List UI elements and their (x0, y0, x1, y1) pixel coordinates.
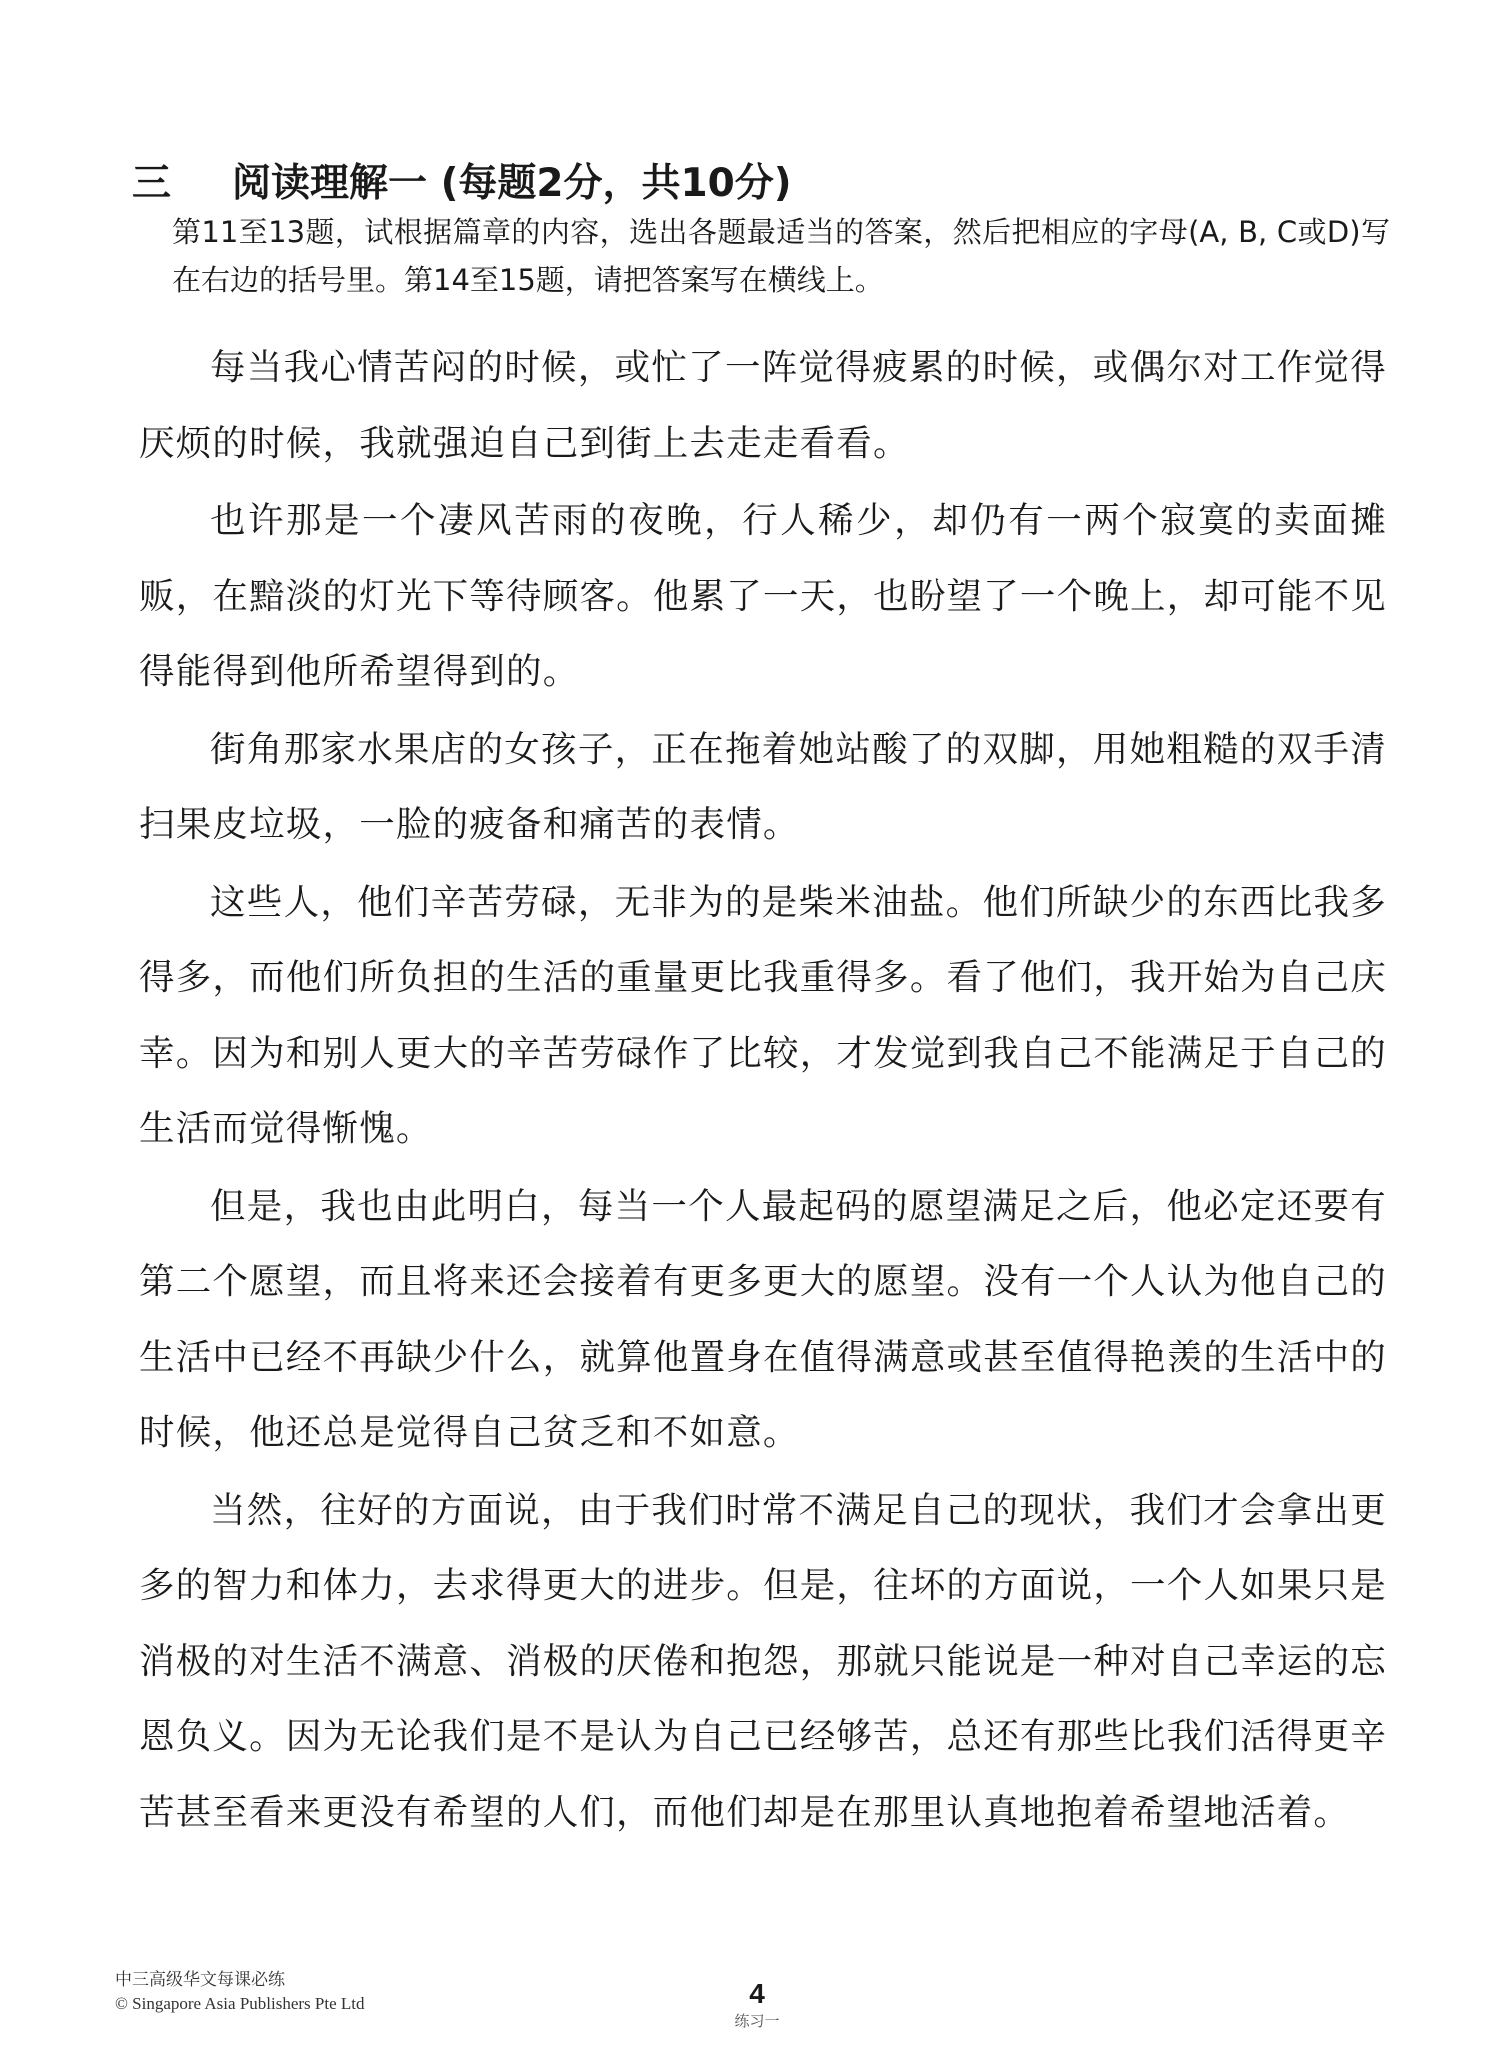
reading-passage (139, 330, 1387, 1852)
passage-paragraph: 每当我心情苦闷的时候，或忙了一阵觉得疲累的时候，或偶尔对工作觉得厌烦的时候，我就强迫自己到街上去走走看看。 (139, 347, 1387, 464)
book-title: 中三高级华文每课必练 (115, 1970, 285, 1989)
passage-paragraph: 但是，我也由此明白，每当一个人最起码的愿望满足之后，他必定还要有第二个愿望，而且将来还会接着有更多更大的愿望。没有一个人认为他自己的生活中已经不再缺少什么，就算他置身在值得满意或甚至值得艳羡的生活中的时候，他还总是觉得自己贫乏和不如意。 (139, 1185, 1387, 1453)
copyright: © Singapore Asia Publishers Pte Ltd (115, 1994, 365, 2013)
exercise-label: 练习一 (734, 2012, 780, 2030)
passage-paragraph: 这些人，他们辛苦劳碌，无非为的是柴米油盐。他们所缺少的东西比我多得多，而他们所负担的生活的重量更比我重得多。看了他们，我开始为自己庆幸。因为和别人更大的辛苦劳碌作了比较，才发觉到我自己不能满足于自己的生活而觉得惭愧。 (139, 881, 1387, 1149)
passage-paragraph: 也许那是一个凄风苦雨的夜晚，行人稀少，却仍有一两个寂寞的卖面摊贩，在黯淡的灯光下等待顾客。他累了一天，也盼望了一个晚上，却可能不见得能得到他所希望得到的。 (139, 500, 1387, 692)
section-heading (132, 152, 792, 208)
instructions: 第11至13题，试根据篇章的内容，选出各题最适当的答案，然后把相应的字母(A, B, C或D)写在右边的括号里。第14至15题，请把答案写在横线上。 (172, 215, 1390, 297)
section-title: 阅读理解一 (每题2分，共10分) (232, 161, 792, 206)
page-number: 4 (749, 1978, 765, 2009)
section-number: 三 (132, 161, 172, 206)
passage-paragraph: 街角那家水果店的女孩子，正在拖着她站酸了的双脚，用她粗糙的双手清扫果皮垃圾，一脸的疲备和痛苦的表情。 (139, 728, 1387, 845)
passage-paragraph: 当然，往好的方面说，由于我们时常不满足自己的现状，我们才会拿出更多的智力和体力，去求得更大的进步。但是，往坏的方面说，一个人如果只是消极的对生活不满意、消极的厌倦和抱怨，那就只能说是一种对自己幸运的忘恩负义。因为无论我们是不是认为自己已经够苦，总还有那些比我们活得更辛苦甚至看来更没有希望的人们，而他们却是在那里认真地抱着希望地活着。 (139, 1489, 1387, 1833)
